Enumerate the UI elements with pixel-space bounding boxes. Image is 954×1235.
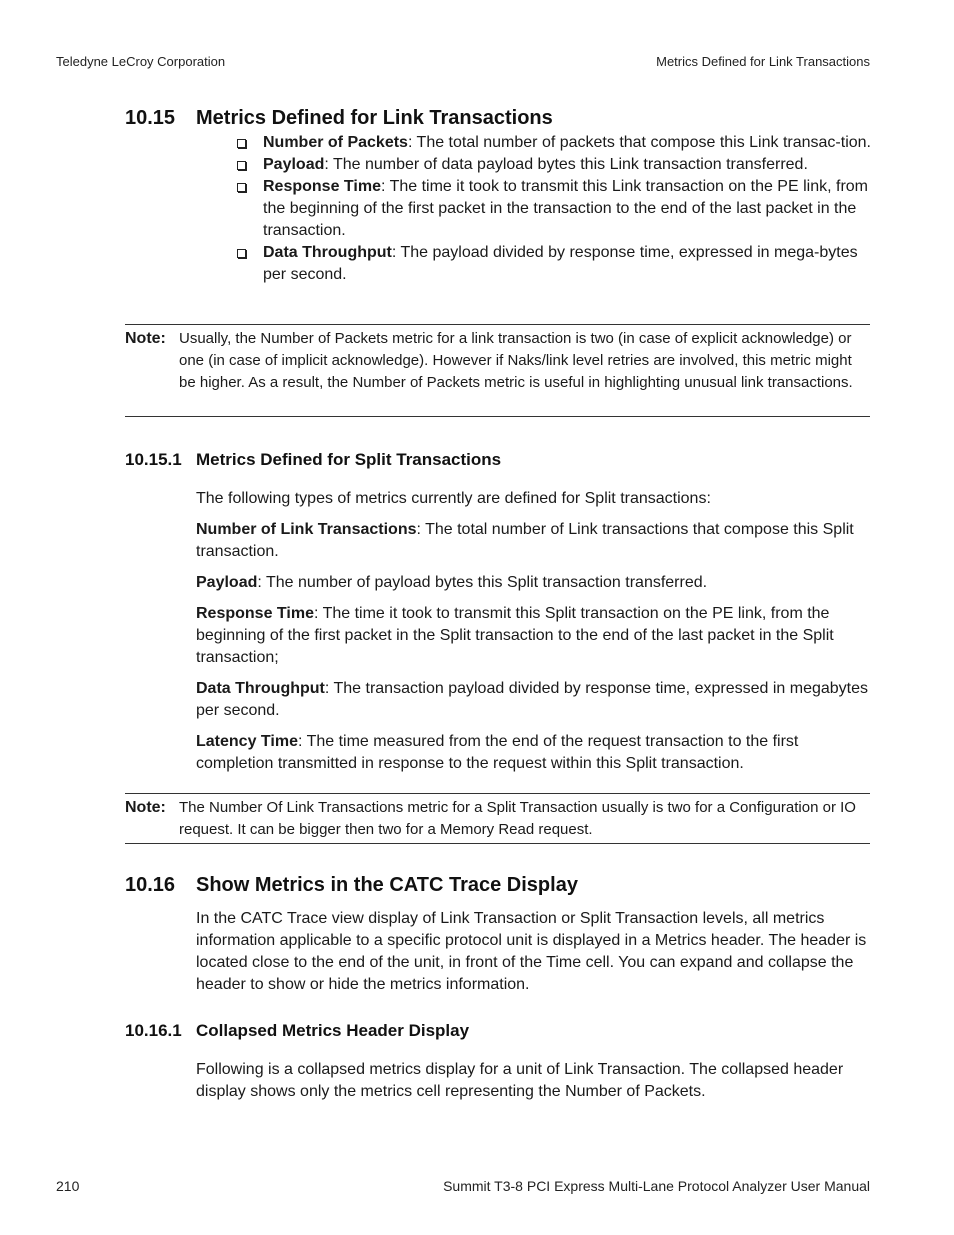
link-metrics-list	[237, 132, 872, 286]
footer-title: Summit T3-8 PCI Express Multi-Lane Protocol Analyzer User Manual	[443, 1178, 870, 1194]
note-box	[125, 793, 870, 844]
checkbox-bullet-icon	[237, 249, 246, 258]
section-heading-10-15	[125, 107, 553, 130]
checkbox-bullet-icon	[237, 183, 246, 192]
section-number: 10.15	[125, 107, 176, 129]
split-metrics-body	[196, 488, 872, 784]
intro-paragraph: The following types of metrics currently are defined for Split transactions:	[196, 490, 711, 507]
list-item: Number of Packets: The total number of packets that compose this Link transac-tion.	[237, 132, 872, 154]
note-text: Usually, the Number of Packets metric for a link transaction is two (in case of explicit acknowledge) or one (in case of implicit acknowledge). However if Naks/link level retries are involved, this metric might be higher. As a result, the Number of Packets metric is useful in highlighting unusual link transactions.	[179, 330, 853, 391]
trace-display-paragraph: In the CATC Trace view display of Link Transaction or Split Transaction levels, all metrics information applicable to a specific protocol unit is displayed in a Metrics header. The header is located close to the end of the unit, in front of the Time cell. You can expand and collapse the header to show or hide the metrics information.	[196, 910, 867, 993]
metric-paragraph: Number of Link Transactions: The total number of Link transactions that compose this Split transaction.	[196, 521, 854, 560]
section-number: 10.16	[125, 874, 176, 896]
checkbox-bullet-icon	[237, 161, 246, 170]
checkbox-bullet-icon	[237, 139, 246, 148]
section-title: Metrics Defined for Link Transactions	[196, 107, 553, 129]
list-item: Response Time: The time it took to transmit this Link transaction on the PE link, from the beginning of the first packet in the transaction to the end of the last packet in the transaction.	[237, 176, 872, 242]
section-title: Metrics Defined for Split Transactions	[196, 450, 502, 469]
metric-paragraph: Latency Time: The time measured from the end of the request transaction to the first completion transmitted in response to the request within this Split transaction.	[196, 733, 799, 772]
collapsed-header-paragraph: Following is a collapsed metrics display for a unit of Link Transaction. The collapsed header display shows only the metrics cell representing the Number of Packets.	[196, 1061, 844, 1100]
list-item: Payload: The number of data payload bytes this Link transaction transferred.	[237, 154, 872, 176]
note-label: Note:	[125, 330, 166, 347]
section-heading-10-16-1	[125, 1021, 469, 1041]
section-heading-10-15-1	[125, 450, 501, 470]
note-text: The Number Of Link Transactions metric for a Split Transaction usually is two for a Configuration or IO request. It can be bigger then two for a Memory Read request.	[179, 799, 856, 838]
section-number: 10.15.1	[125, 450, 182, 469]
section-heading-10-16	[125, 874, 578, 897]
section-number: 10.16.1	[125, 1021, 182, 1040]
running-header-left: Teledyne LeCroy Corporation	[56, 54, 226, 69]
note-label: Note:	[125, 799, 166, 816]
note-box	[125, 324, 870, 417]
running-header-right: Metrics Defined for Link Transactions	[656, 54, 870, 69]
page-number: 210	[56, 1178, 80, 1194]
metric-paragraph: Data Throughput: The transaction payload divided by response time, expressed in megabytes per second.	[196, 680, 868, 719]
metric-paragraph: Payload: The number of payload bytes this Split transaction transferred.	[196, 574, 708, 591]
list-item: Data Throughput: The payload divided by response time, expressed in mega-bytes per second.	[237, 242, 872, 286]
section-title: Show Metrics in the CATC Trace Display	[196, 874, 578, 896]
section-title: Collapsed Metrics Header Display	[196, 1021, 470, 1040]
metric-paragraph: Response Time: The time it took to transmit this Split transaction on the PE link, from the beginning of the first packet in the Split transaction to the end of the last packet in the Split transaction;	[196, 605, 834, 666]
